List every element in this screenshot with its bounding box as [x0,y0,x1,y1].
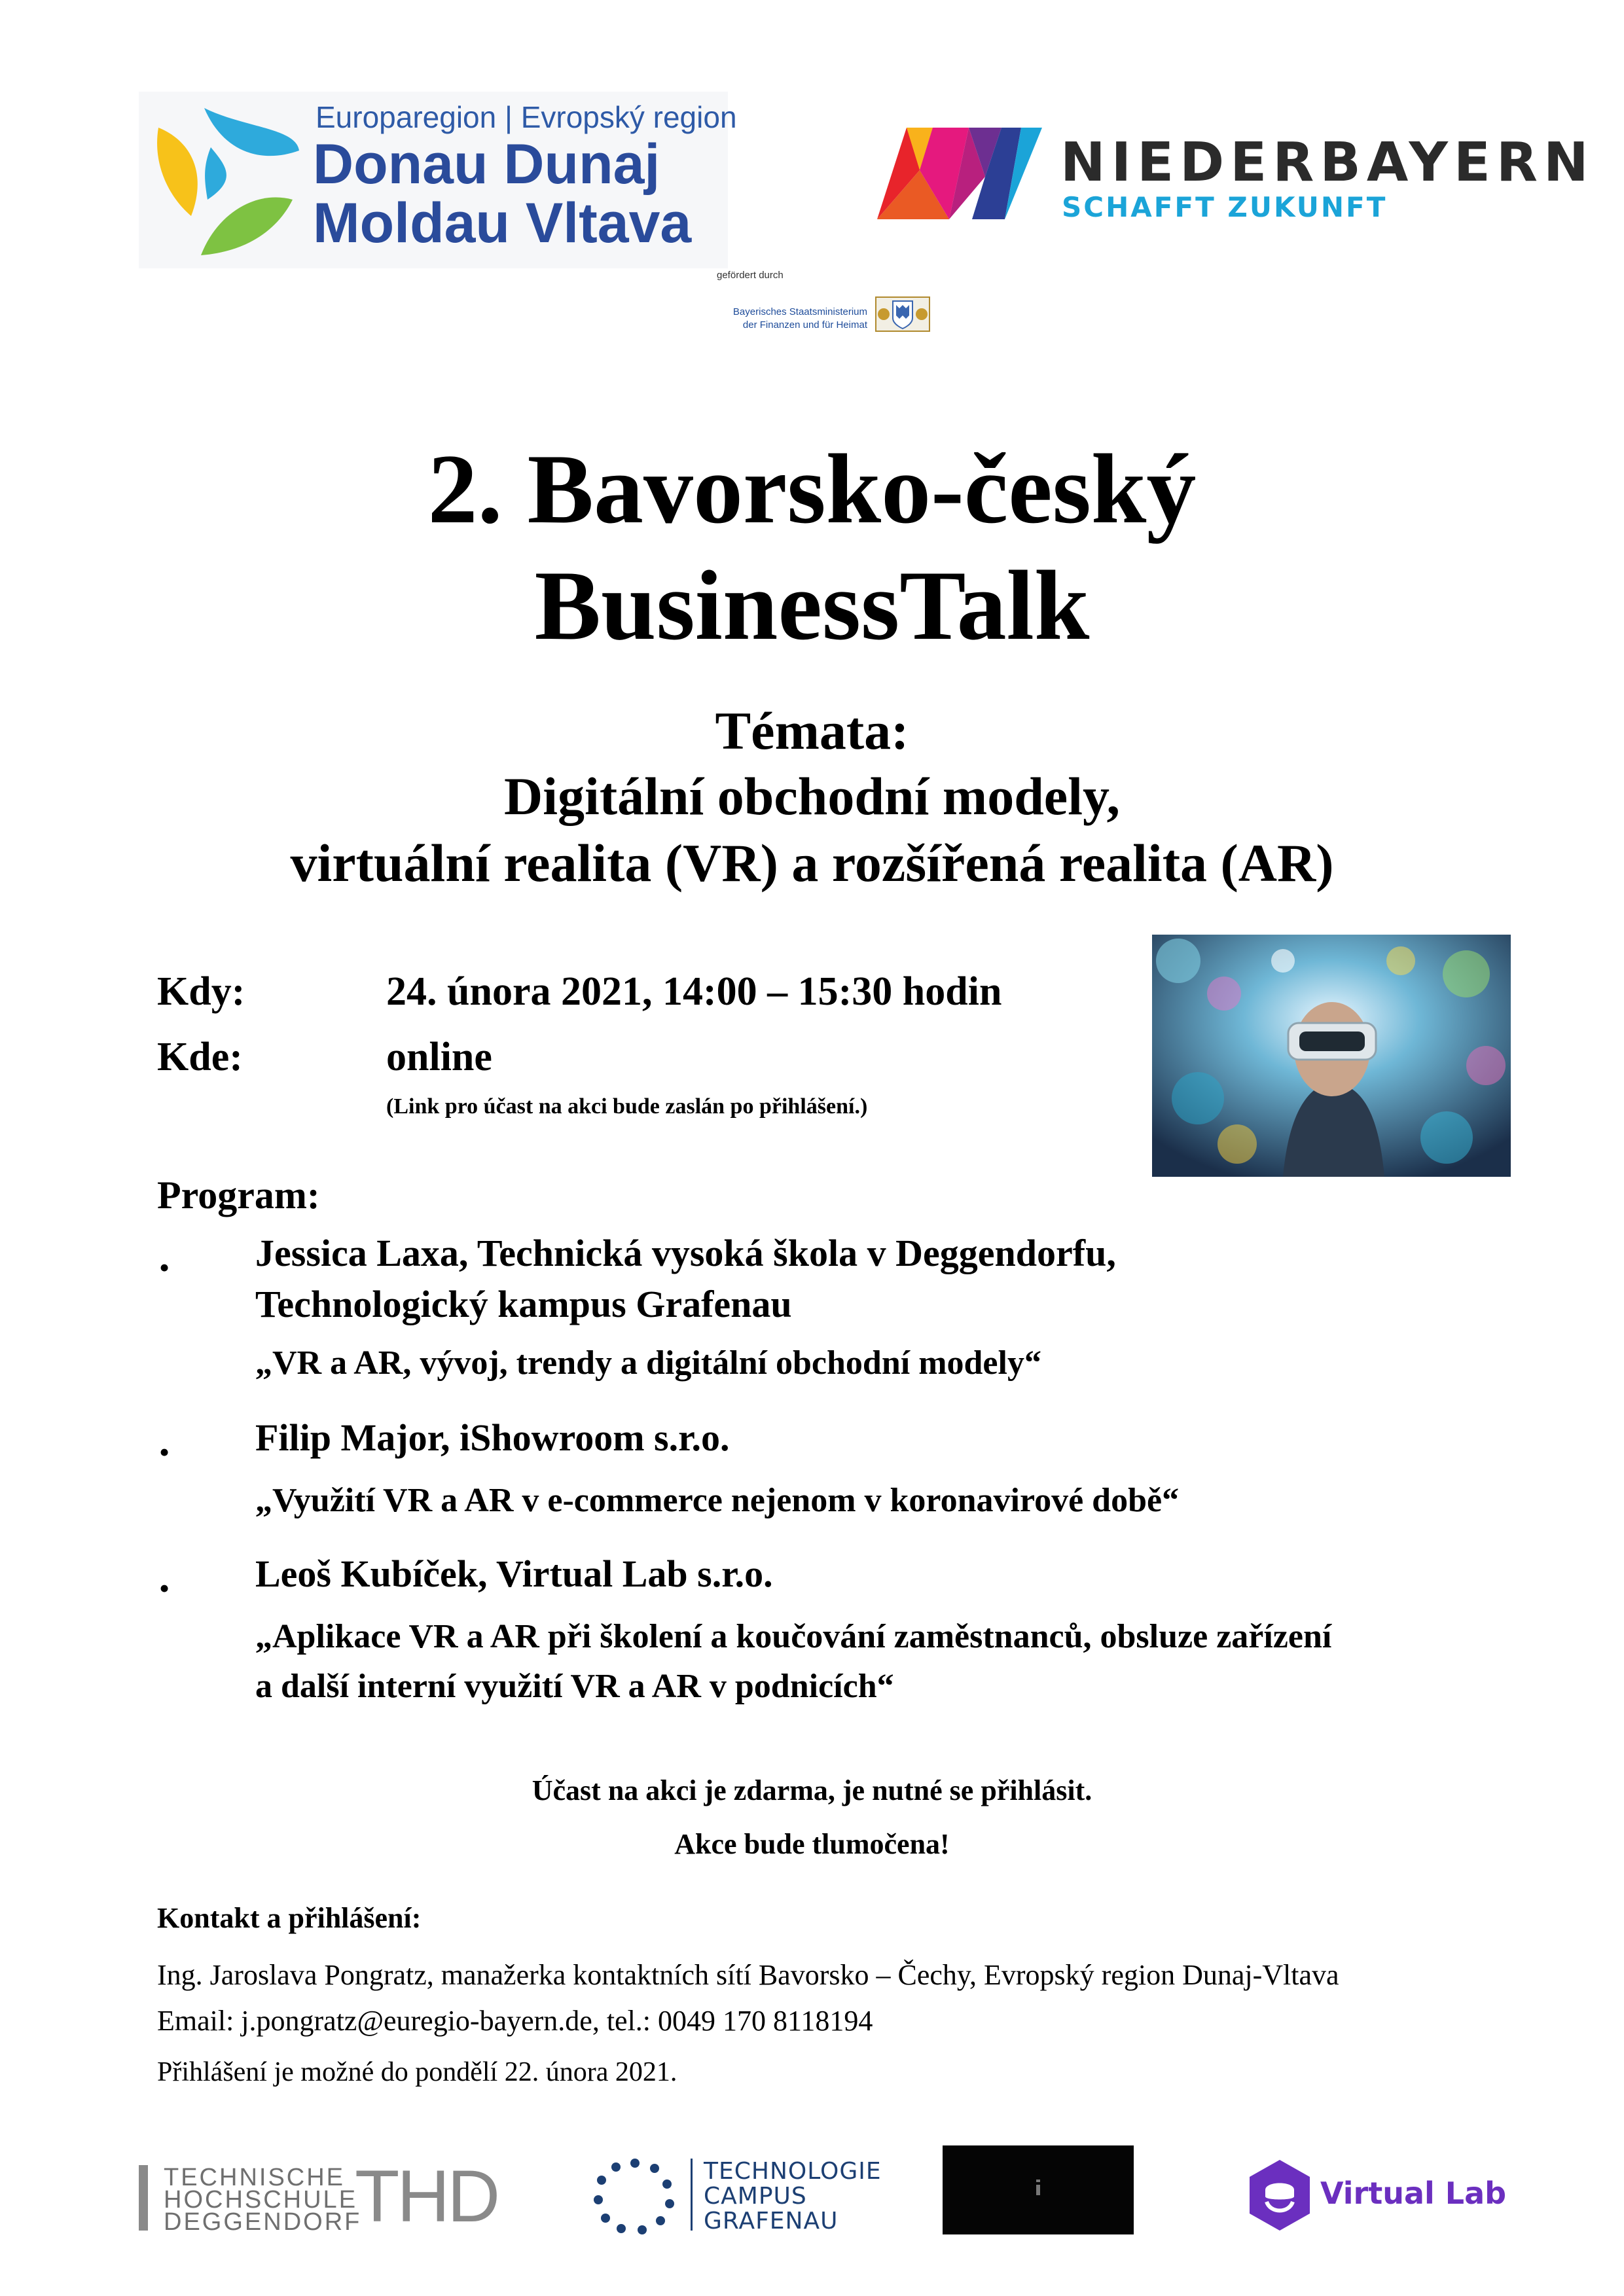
campus-line1: TECHNOLOGIE [704,2158,882,2185]
euroregion-name-line2: Moldau Vltava [313,192,692,255]
event-title-line2: BusinessTalk [534,550,1090,660]
thd-line3: DEGGENDORF [164,2208,362,2236]
bullet-icon: • [159,1251,170,1284]
campus-line2: CAMPUS [704,2183,807,2210]
where-note: (Link pro účast na akci bude zaslán po přihlášení.) [386,1094,868,1119]
program-label: Program: [157,1174,320,1217]
campus-line3: GRAFENAU [704,2208,839,2234]
free-participation-note: Účast na akci je zdarma, je nutné se přihlásit. [532,1774,1092,1806]
thd-bar [139,2165,148,2231]
talk-title: „Využití VR a AR v e-commerce nejenom v koronavirové době“ [255,1482,1180,1519]
talk-title: „Aplikace VR a AR při školení a koučování zaměstnanců, obsluze zařízení [255,1618,1332,1655]
talk-title: „VR a AR, vývoj, trendy a digitální obchodní modely“ [255,1344,1041,1382]
bavarian-crest-icon [875,296,931,332]
where-label: Kde: [157,1035,243,1079]
euroregion-petals-icon [145,101,302,259]
ishowroom-logo [943,2145,1134,2234]
event-title-line1: 2. Bavorsko-český [427,434,1197,544]
virtual-lab-name: Virtual Lab [1320,2176,1507,2211]
euroregion-subtitle: Europaregion | Evropský region [316,100,737,134]
speaker-line: Filip Major, iShowroom s.r.o. [255,1416,730,1459]
thd-mark: THD [355,2155,498,2237]
contact-heading: Kontakt a přihlášení: [157,1902,422,1934]
euroregion-logo [139,92,737,268]
niederbayern-logo [871,118,1595,236]
where-value: online [386,1035,492,1079]
thd-logo [139,2155,525,2237]
virtual-lab-hex-icon [1247,2159,1312,2232]
niederbayern-name: NIEDERBAYERN [1060,132,1595,194]
registration-deadline: Přihlášení je možné do pondělí 22. února 2021. [157,2057,677,2087]
interpretation-note: Akce bude tlumočena! [674,1828,950,1860]
speaker-line: Jessica Laxa, Technická vysoká škola v Deggendorfu, [255,1232,1116,1274]
ishowroom-mark-icon [1032,2178,1045,2198]
sponsor-ministry-line2: der Finanzen und für Heimat [742,319,867,331]
contact-person: Ing. Jaroslava Pongratz, manažerka kontaktních sítí Bavorsko – Čechy, Evropský region Dunaj-Vltava [157,1959,1339,1991]
topics-line1: Digitální obchodní modely, [504,766,1120,826]
topics-line2: virtuální realita (VR) a rozšířená realita (AR) [290,833,1334,893]
niederbayern-mark-icon [871,118,1047,226]
thd-line1: TECHNISCHE [164,2164,346,2191]
technologie-campus-logo [592,2153,882,2238]
euroregion-name-line1: Donau Dunaj [313,133,660,196]
topics-label: Témata: [715,701,909,761]
contact-email-phone[interactable]: Email: j.pongratz@euregio-bayern.de, tel.: 0049 170 8118194 [157,2005,873,2037]
virtual-lab-logo [1247,2159,1507,2232]
speaker-line: Technologický kampus Grafenau [255,1283,792,1325]
sponsor-caption: gefördert durch [717,270,784,281]
when-value: 24. února 2021, 14:00 – 15:30 hodin [386,969,1002,1014]
bullet-icon: • [159,1571,170,1605]
speaker-line: Leoš Kubíček, Virtual Lab s.r.o. [255,1552,773,1595]
bullet-icon: • [159,1435,170,1469]
campus-dots-icon [592,2157,677,2235]
niederbayern-slogan: SCHAFFT ZUKUNFT [1062,191,1388,223]
talk-title: a další interní využití VR a AR v podnicích“ [255,1668,894,1705]
sponsor-ministry-line1: Bayerisches Staatsministerium [732,306,867,317]
vr-headset-photo [1152,935,1511,1177]
campus-divider [691,2159,693,2231]
when-label: Kdy: [157,969,245,1014]
thd-line2: HOCHSCHULE [164,2186,358,2214]
